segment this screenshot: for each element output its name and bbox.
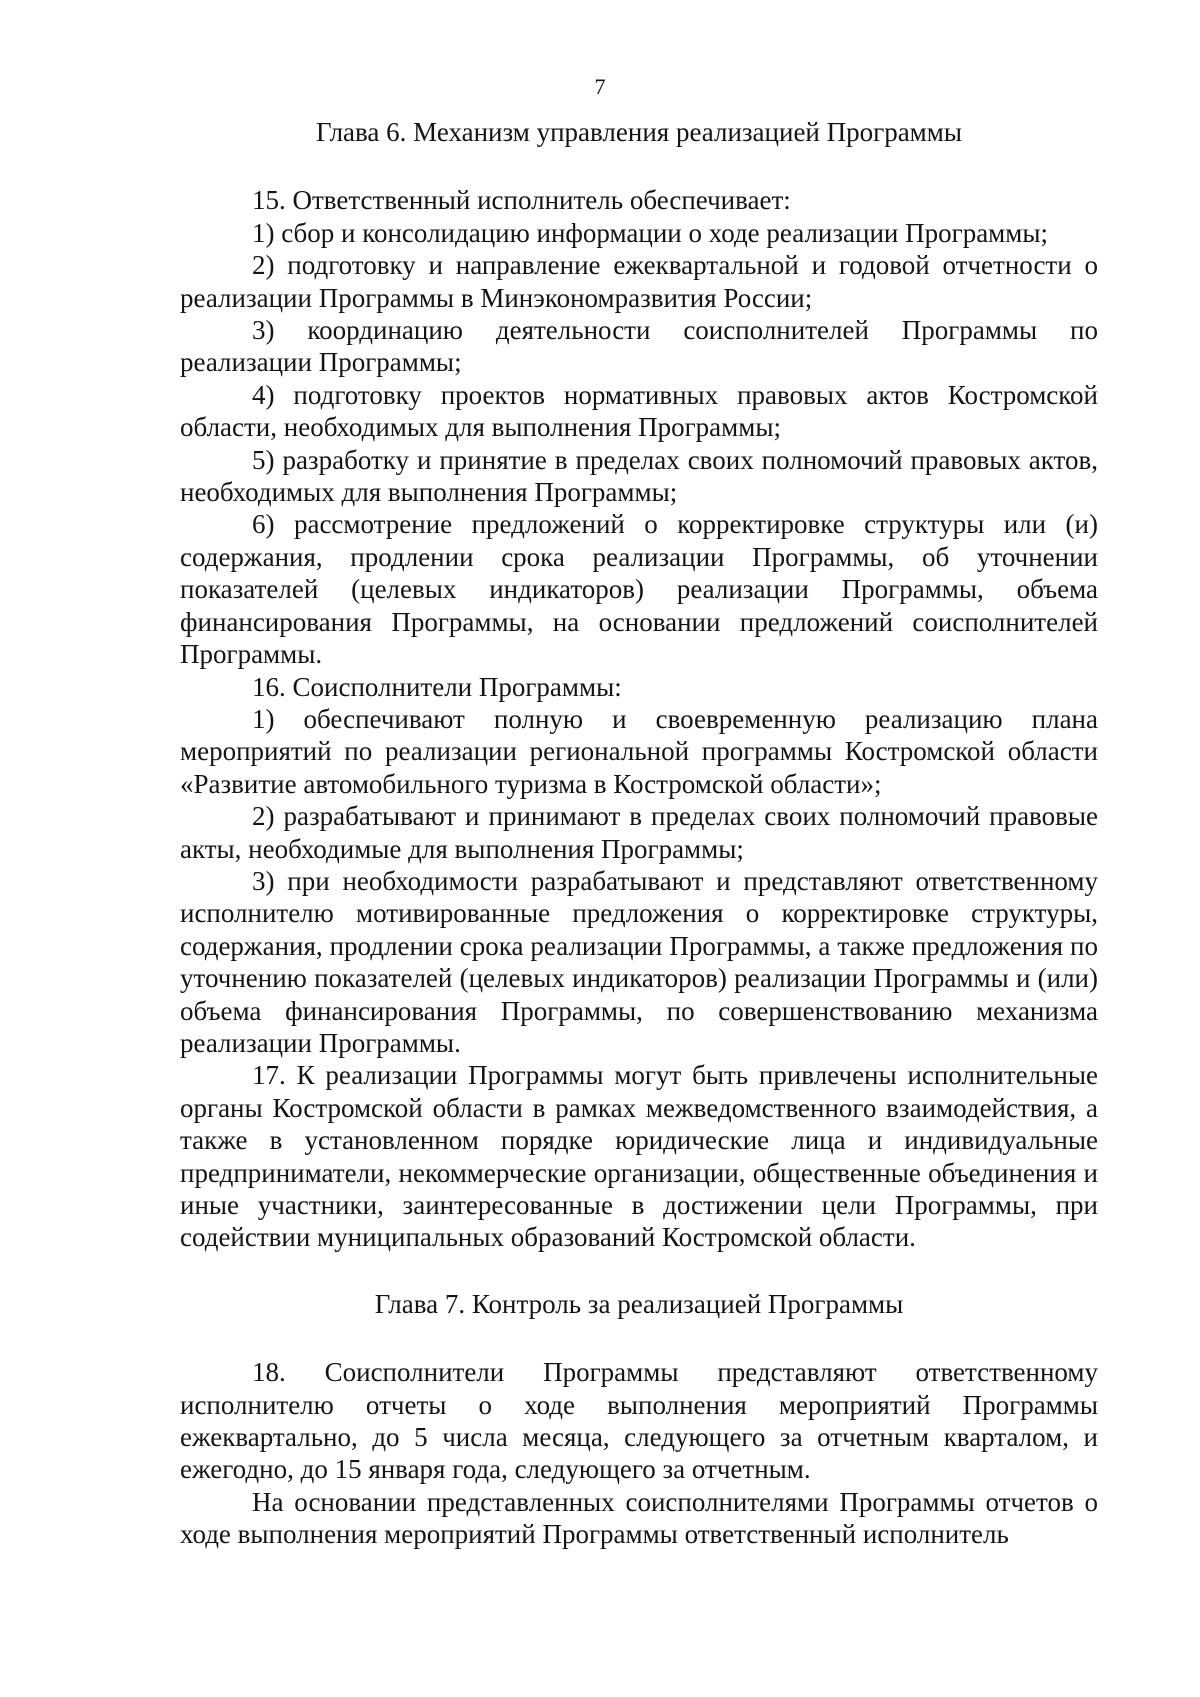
paragraph-15-item-6: 6) рассмотрение предложений о корректировке структуры или (и) содержания, продлении срока реализации Программы, об уточнении показателей (целевых индикаторов) реализации Программы, объема финансирования Программы, на основании предложений соисполнителей Программы. [180,509,1098,670]
chapter-6-section [180,184,1098,1253]
paragraph-15-item-5: 5) разработку и принятие в пределах своих полномочий правовых актов, необходимых для выполнения Программы; [180,444,1098,508]
chapter-6-title: Глава 6. Механизм управления реализацией Программы [316,117,962,147]
paragraph-15-item-2: 2) подготовку и направление ежеквартальной и годовой отчетности о реализации Программы в Минэкономразвития России; [180,250,1098,313]
paragraph-18: 18. Соисполнители Программы представляют ответственному исполнителю отчеты о ходе выполнения мероприятий Программы ежеквартально, до 5 числа месяца, следующего за отчетным кварталом, и ежегодно, до 15 января года, следующего за отчетным. [180,1357,1098,1485]
paragraph-18-continuation: На основании представленных соисполнителями Программы отчетов о ходе выполнения мероприятий Программы ответственный исполнитель [180,1486,1098,1550]
paragraph-16-item-2: 2) разрабатывают и принимают в пределах своих полномочий правовые акты, необходимые для выполнения Программы; [180,801,1098,864]
paragraph-15-item-4: 4) подготовку проектов нормативных правовых актов Костромской области, необходимых для выполнения Программы; [180,379,1098,443]
paragraph-17: 17. К реализации Программы могут быть привлечены исполнительные органы Костромской области в рамках межведомственного взаимодействия, а также в установленном порядке юридические лица и индивидуальные предприниматели, некоммерческие организации, общественные объединения и иные участники, заинтересованные в достижении цели Программы, при содействии муниципальных образований Костромской области. [180,1060,1098,1253]
paragraph-16-item-3: 3) при необходимости разрабатывают и представляют ответственному исполнителю мотивированные предложения о корректировке структуры, содержания, продлении срока реализации Программы, а также предложения по уточнению показателей (целевых индикаторов) реализации Программы и (или) объема финансирования Программы, по совершенствованию механизма реализации Программы. [180,865,1098,1058]
document-body [180,116,1098,1551]
chapter-7-section [180,1356,1098,1550]
paragraph-15-item-1: 1) сбор и консолидацию информации о ходе реализации Программы; [252,217,1048,248]
paragraph-15-item-3: 3) координацию деятельности соисполнителей Программы по реализации Программы; [180,315,1098,378]
paragraph-16-item-1: 1) обеспечивают полную и своевременную реализацию плана мероприятий по реализации региональной программы Костромской области «Развитие автомобильного туризма в Костромской области»; [180,703,1098,799]
page-number: 7 [594,74,606,99]
paragraph-15: 15. Ответственный исполнитель обеспечивает: [252,185,791,216]
paragraph-16: 16. Соисполнители Программы: [252,671,622,702]
chapter-7-title: Глава 7. Контроль за реализацией Программы [374,1288,904,1319]
